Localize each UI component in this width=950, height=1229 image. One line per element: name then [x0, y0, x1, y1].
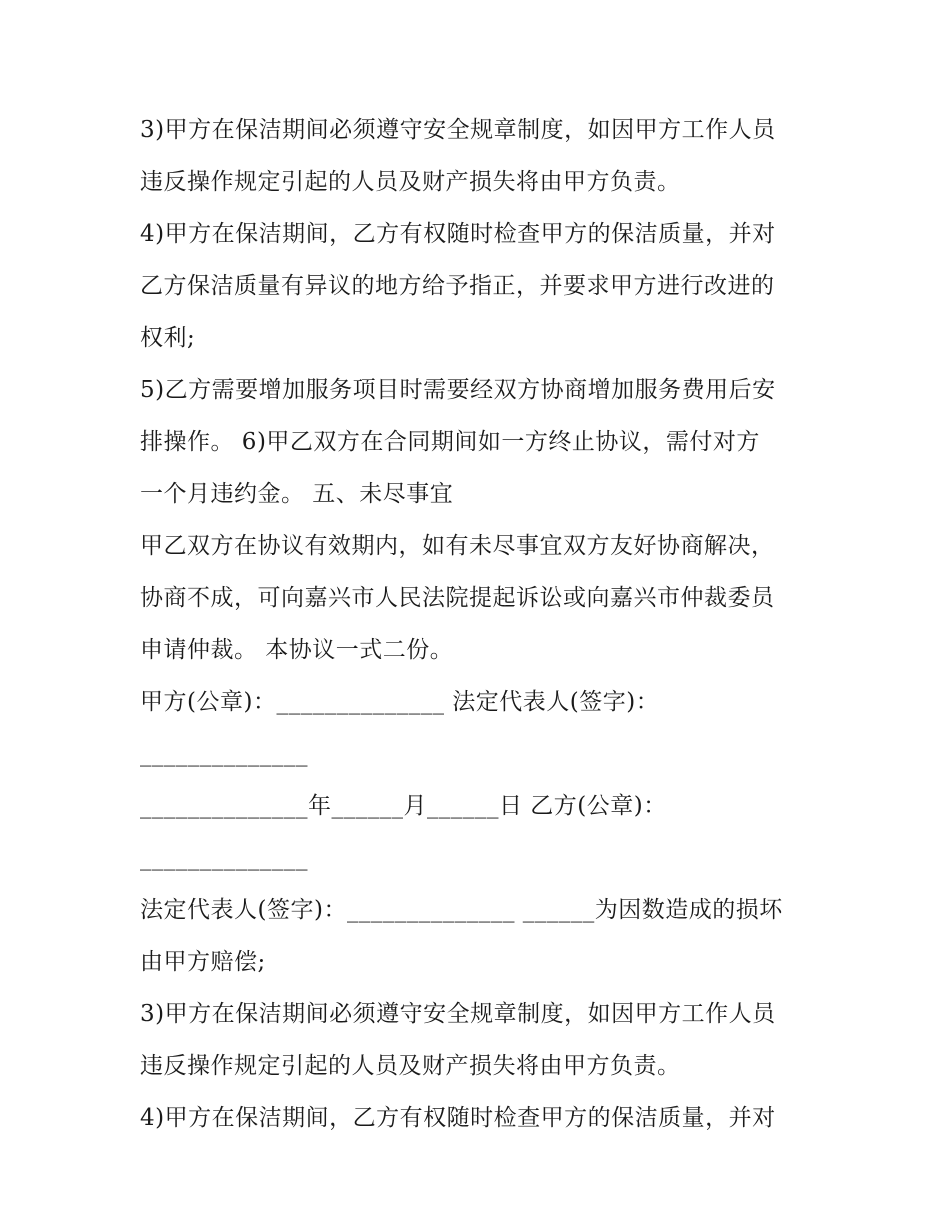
text-line: 3)甲方在保洁期间必须遵守安全规章制度，如因甲方工作人员: [140, 1001, 776, 1027]
signature-blank: ______________: [140, 845, 308, 871]
signature-blank: ______________: [140, 741, 308, 767]
document-page: [140, 104, 830, 1144]
text-line: 乙方保洁质量有异议的地方给予指正，并要求甲方进行改进的: [140, 273, 775, 299]
signature-line: 法定代表人(签字)：______________ ______为因数造成的损坏: [140, 897, 783, 923]
date-line: ______________年______月______日 乙方(公章)：: [140, 793, 667, 819]
text-line: 排操作。 6)甲乙双方在合同期间如一方终止协议，需付对方: [140, 429, 760, 455]
text-line: 5)乙方需要增加服务项目时需要经双方协商增加服务费用后安: [140, 377, 776, 403]
text-line: 4)甲方在保洁期间，乙方有权随时检查甲方的保洁质量，并对: [140, 221, 776, 247]
signature-line: 甲方(公章)：______________ 法定代表人(签字)：: [140, 689, 660, 715]
text-line: 由甲方赔偿;: [140, 949, 266, 975]
text-line: 申请仲裁。 本协议一式二份。: [140, 637, 454, 663]
text-line: 违反操作规定引起的人员及财产损失将由甲方负责。: [140, 169, 681, 195]
text-line: 违反操作规定引起的人员及财产损失将由甲方负责。: [140, 1053, 681, 1079]
text-line: 甲乙双方在协议有效期内，如有未尽事宜双方友好协商解决，: [140, 533, 775, 559]
text-line: 权利;: [140, 325, 196, 351]
text-line: 一个月违约金。 五、未尽事宜: [140, 481, 454, 507]
text-line: 协商不成，可向嘉兴市人民法院提起诉讼或向嘉兴市仲裁委员: [140, 585, 775, 611]
text-line: 4)甲方在保洁期间，乙方有权随时检查甲方的保洁质量，并对: [140, 1105, 776, 1131]
text-line: 3)甲方在保洁期间必须遵守安全规章制度，如因甲方工作人员: [140, 117, 776, 143]
